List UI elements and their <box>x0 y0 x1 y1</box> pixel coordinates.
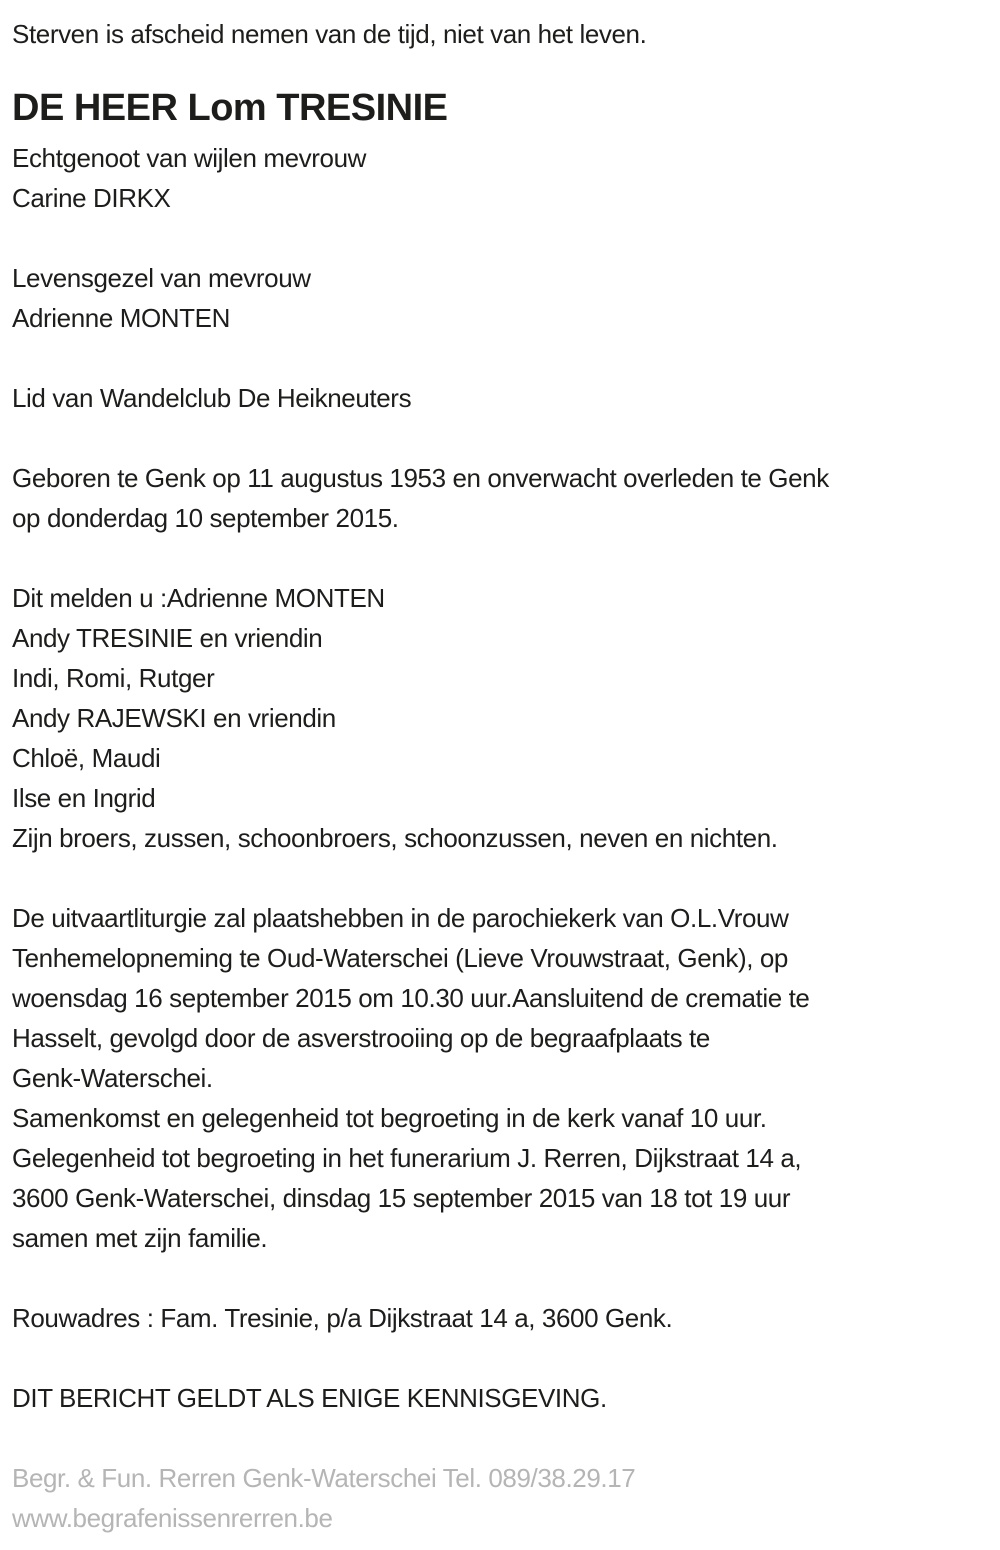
service-line: woensdag 16 september 2015 om 10.30 uur.Aansluitend de crematie te <box>12 983 810 1013</box>
membership-line: Lid van Wandelclub De Heikneuters <box>12 383 412 413</box>
partner-line: Adrienne MONTEN <box>12 303 230 333</box>
service-line: Genk-Waterschei. <box>12 1063 213 1093</box>
family-line: Andy RAJEWSKI en vriendin <box>12 703 336 733</box>
partner-section <box>12 258 988 338</box>
spacer <box>12 1338 988 1378</box>
service-line: Gelegenheid tot begroeting in het funerarium J. Rerren, Dijkstraat 14 a, <box>12 1143 802 1173</box>
deceased-name: DE HEER Lom TRESINIE <box>12 87 448 129</box>
family-line: Chloë, Maudi <box>12 743 161 773</box>
service-line: Samenkomst en gelegenheid tot begroeting in de kerk vanaf 10 uur. <box>12 1103 767 1133</box>
service-line: Hasselt, gevolgd door de asverstrooiing op de begraafplaats te <box>12 1023 710 1053</box>
funeral-home-footer <box>12 1458 988 1538</box>
spacer <box>12 1418 988 1458</box>
spacer <box>12 418 988 458</box>
spouse-line: Echtgenoot van wijlen mevrouw <box>12 143 367 173</box>
spacer <box>12 54 988 84</box>
notice-statement-line: DIT BERICHT GELDT ALS ENIGE KENNISGEVING. <box>12 1383 607 1413</box>
family-line: Indi, Romi, Rutger <box>12 663 215 693</box>
opening-quote: Sterven is afscheid nemen van de tijd, niet van het leven. <box>12 19 647 49</box>
spacer <box>12 858 988 898</box>
birth-death-line: Geboren te Genk op 11 augustus 1953 en onverwacht overleden te Genk <box>12 463 829 493</box>
service-line: Tenhemelopneming te Oud-Waterschei (Lieve Vrouwstraat, Genk), op <box>12 943 788 973</box>
service-section <box>12 898 988 1258</box>
spacer <box>12 218 988 258</box>
service-line: 3600 Genk-Waterschei, dinsdag 15 september 2015 van 18 tot 19 uur <box>12 1183 791 1213</box>
service-line: De uitvaartliturgie zal plaatshebben in de parochiekerk van O.L.Vrouw <box>12 903 789 933</box>
spouse-line: Carine DIRKX <box>12 183 171 213</box>
service-line: samen met zijn familie. <box>12 1223 268 1253</box>
spacer <box>12 1258 988 1298</box>
footer-line: Begr. & Fun. Rerren Genk-Waterschei Tel. 089/38.29.17 <box>12 1463 636 1493</box>
family-section <box>12 578 988 858</box>
partner-line: Levensgezel van mevrouw <box>12 263 311 293</box>
birth-death-line: op donderdag 10 september 2015. <box>12 503 399 533</box>
family-line: Andy TRESINIE en vriendin <box>12 623 323 653</box>
mourning-address-line: Rouwadres : Fam. Tresinie, p/a Dijkstraat 14 a, 3600 Genk. <box>12 1303 673 1333</box>
family-line: Dit melden u :Adrienne MONTEN <box>12 583 385 613</box>
birth-death-section <box>12 458 988 538</box>
family-line: Ilse en Ingrid <box>12 783 156 813</box>
footer-line: www.begrafenissenrerren.be <box>12 1503 333 1533</box>
family-line: Zijn broers, zussen, schoonbroers, schoonzussen, neven en nichten. <box>12 823 778 853</box>
spacer <box>12 338 988 378</box>
spouse-section <box>12 138 988 218</box>
spacer <box>12 538 988 578</box>
